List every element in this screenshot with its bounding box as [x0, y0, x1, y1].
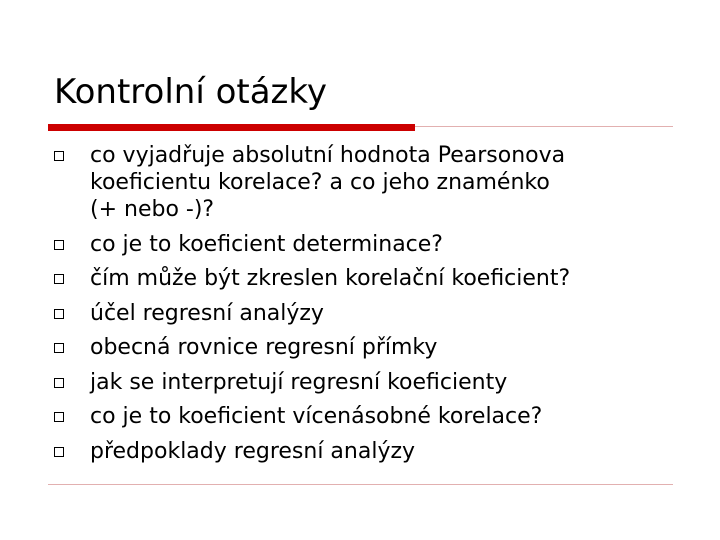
list-item-text: účel regresní analýzy [90, 300, 324, 326]
slide-title: Kontrolní otázky [54, 72, 327, 112]
list-item-text: předpoklady regresní analýzy [90, 438, 416, 464]
list-item-text: obecná rovnice regresní přímky [90, 335, 438, 360]
list-item [54, 142, 674, 223]
list-item [54, 438, 674, 465]
list-item-text: co je to koeficient determinace? [90, 231, 443, 257]
square-bullet-icon [54, 343, 64, 353]
title-accent-bar [48, 124, 415, 131]
square-bullet-icon [54, 378, 64, 388]
question-list [54, 142, 674, 465]
list-item-text: co je to koeficient vícenásobné korelace? [90, 404, 543, 429]
bottom-divider-line [48, 484, 673, 485]
square-bullet-icon [54, 151, 64, 161]
list-item [54, 334, 674, 361]
square-bullet-icon [54, 447, 64, 457]
list-item-text: čím může být zkreslen korelační koeficient? [90, 266, 571, 291]
list-item [54, 403, 674, 430]
list-item [54, 369, 674, 396]
list-item-text: jak se interpretují regresní koeficienty [90, 369, 508, 395]
square-bullet-icon [54, 274, 64, 284]
list-item [54, 231, 674, 258]
square-bullet-icon [54, 412, 64, 422]
list-item [54, 265, 674, 292]
list-item [54, 300, 674, 327]
list-item-text: co vyjadřuje absolutní hodnota Pearsonova koeficientu korelace? a co jeho znaménko (+ nebo -)? [90, 143, 566, 222]
square-bullet-icon [54, 309, 64, 319]
square-bullet-icon [54, 240, 64, 250]
